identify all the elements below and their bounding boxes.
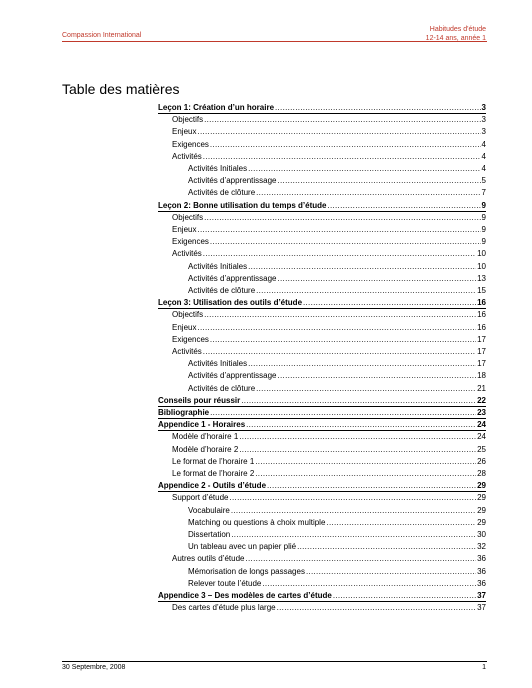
- toc-entry-label: Appendice 1 - Horaires: [158, 420, 246, 430]
- toc-entry[interactable]: [188, 261, 486, 272]
- toc-entry[interactable]: [188, 285, 486, 296]
- toc-entry-page: 21: [477, 383, 486, 393]
- header-org: Compassion International: [62, 32, 142, 39]
- toc-entry[interactable]: [172, 114, 486, 125]
- toc-dot-leader: [197, 127, 480, 137]
- toc-entry-label: Leçon 1: Création d’un horaire: [158, 103, 275, 112]
- toc-entry[interactable]: [188, 370, 486, 381]
- toc-entry-page: 37: [477, 591, 486, 600]
- toc-entry-page: 4: [481, 151, 486, 161]
- toc-entry[interactable]: [172, 492, 486, 503]
- toc-dot-leader: [197, 323, 476, 333]
- toc-entry[interactable]: [172, 334, 486, 345]
- toc-dot-leader: [197, 225, 480, 235]
- toc-dot-leader: [204, 115, 480, 125]
- toc-entry[interactable]: [188, 541, 486, 552]
- toc-entry[interactable]: [172, 602, 486, 613]
- toc-entry-label: Relever toute l’étude: [188, 578, 262, 588]
- toc-entry-label: Enjeux: [172, 322, 197, 332]
- toc-entry[interactable]: [188, 578, 486, 589]
- toc-entry[interactable]: [188, 529, 486, 540]
- toc-entry-label: Exigences: [172, 237, 209, 247]
- toc-entry-label: Activités Initiales: [188, 164, 248, 173]
- toc-dot-leader: [278, 371, 477, 381]
- toc-entry-label: Matching ou questions à choix multiple: [188, 517, 326, 527]
- toc-entry-label: Appendice 3 – Des modèles de cartes d’étude: [158, 591, 332, 600]
- toc-entry[interactable]: [188, 187, 486, 198]
- toc-dot-leader: [248, 262, 476, 272]
- toc-entry-label: Objectifs: [172, 115, 204, 125]
- toc-entry[interactable]: [158, 480, 486, 491]
- toc-entry-label: Mémorisation de longs passages: [188, 566, 305, 576]
- toc-dot-leader: [210, 335, 476, 345]
- toc-dot-leader: [204, 310, 476, 320]
- toc-entry-page: 28: [477, 469, 486, 478]
- toc-entry-page: 10: [477, 261, 486, 271]
- toc-entry-label: Activités: [172, 151, 202, 161]
- toc-entry-label: Dissertation: [188, 530, 231, 539]
- toc-entry-label: Un tableau avec un papier plié: [188, 542, 297, 552]
- toc-entry[interactable]: [188, 566, 486, 577]
- toc-entry[interactable]: [188, 175, 486, 186]
- toc-dot-leader: [210, 408, 476, 418]
- header-title-line2: 12-14 ans, année 1: [425, 35, 486, 42]
- toc-dot-leader: [256, 188, 480, 198]
- toc-entry[interactable]: [188, 517, 486, 528]
- toc-dot-leader: [231, 506, 476, 516]
- toc-entry[interactable]: [158, 419, 486, 430]
- toc-entry-label: Conseils pour réussir: [158, 395, 241, 405]
- toc-entry-label: Vocabulaire: [188, 505, 230, 515]
- toc-entry[interactable]: [172, 444, 486, 455]
- toc-entry[interactable]: [172, 322, 486, 333]
- toc-entry-page: 4: [481, 164, 486, 173]
- toc-entry[interactable]: [188, 358, 486, 369]
- toc-entry-label: Activités d’apprentissage: [188, 176, 277, 186]
- toc-entry-page: 9: [481, 200, 486, 210]
- toc-dot-leader: [231, 530, 476, 540]
- toc-dot-leader: [277, 603, 476, 613]
- toc-entry-page: 26: [477, 456, 486, 466]
- toc-entry[interactable]: [172, 248, 486, 259]
- toc-dot-leader: [297, 542, 476, 552]
- toc-entry[interactable]: [158, 297, 486, 308]
- toc-entry-page: 24: [477, 432, 486, 442]
- toc-entry-label: Support d’étude: [172, 493, 229, 503]
- toc-dot-leader: [230, 493, 477, 503]
- toc-entry-label: Enjeux: [172, 127, 197, 137]
- toc-entry-label: Exigences: [172, 139, 209, 149]
- toc-entry-label: Activités de clôture: [188, 383, 256, 393]
- toc-entry-page: 36: [477, 554, 486, 564]
- toc-entry[interactable]: [172, 212, 486, 223]
- header-rule: [62, 41, 487, 42]
- toc-entry[interactable]: [172, 224, 486, 235]
- toc-entry[interactable]: [158, 102, 486, 113]
- toc-entry-page: 7: [481, 188, 486, 198]
- toc-entry-page: 9: [481, 225, 486, 234]
- toc-entry-page: 16: [477, 310, 486, 320]
- footer-date: 30 Septembre, 2008: [62, 664, 126, 671]
- toc-dot-leader: [306, 567, 476, 577]
- toc-entry-page: 4: [481, 139, 486, 149]
- toc-entry[interactable]: [158, 407, 486, 418]
- toc-entry[interactable]: [158, 200, 486, 211]
- toc-dot-leader: [248, 164, 480, 174]
- toc-entry[interactable]: [188, 163, 486, 174]
- toc-entry[interactable]: [188, 273, 486, 284]
- toc-entry-page: 37: [477, 603, 486, 613]
- toc-dot-leader: [241, 396, 476, 406]
- toc-entry[interactable]: [172, 468, 486, 479]
- toc-dot-leader: [239, 432, 476, 442]
- toc-entry-page: 29: [477, 505, 486, 515]
- toc-entry-label: Activités: [172, 347, 202, 356]
- toc-dot-leader: [246, 420, 476, 430]
- toc-entry-label: Enjeux: [172, 225, 197, 234]
- toc-dot-leader: [203, 347, 476, 357]
- toc-entry[interactable]: [172, 431, 486, 442]
- toc-dot-leader: [204, 213, 480, 223]
- toc-dot-leader: [255, 469, 476, 479]
- toc-entry[interactable]: [188, 505, 486, 516]
- toc-entry-label: Leçon 2: Bonne utilisation du temps d’étude: [158, 200, 327, 210]
- toc-entry-label: Bibliographie: [158, 408, 210, 417]
- toc-entry-page: 24: [477, 420, 486, 430]
- page-title: Table des matières: [62, 81, 180, 97]
- toc-entry-label: Leçon 3: Utilisation des outils d’étude: [158, 298, 303, 308]
- toc-entry-label: Activités de clôture: [188, 188, 256, 198]
- toc-entry-page: 36: [477, 566, 486, 576]
- header-title-line1: Habitudes d'étude: [429, 26, 486, 33]
- toc-entry-page: 5: [481, 176, 486, 186]
- toc-entry-page: 17: [477, 334, 486, 344]
- toc-dot-leader: [210, 140, 481, 150]
- toc-entry-page: 32: [477, 542, 486, 552]
- toc-entry-page: 25: [477, 444, 486, 454]
- toc-entry-page: 22: [477, 395, 486, 405]
- toc-entry[interactable]: [172, 236, 486, 247]
- toc-entry-label: Exigences: [172, 334, 209, 344]
- toc-entry[interactable]: [172, 346, 486, 357]
- toc-entry-label: Objectifs: [172, 212, 204, 222]
- toc-entry[interactable]: [172, 553, 486, 564]
- toc-entry-page: 9: [481, 237, 486, 247]
- toc-dot-leader: [262, 579, 476, 589]
- toc-entry-label: Activités: [172, 249, 202, 259]
- toc-entry-page: 3: [481, 115, 486, 125]
- toc-dot-leader: [327, 201, 480, 211]
- toc-entry-page: 29: [477, 481, 486, 491]
- toc-dot-leader: [203, 249, 476, 259]
- toc-dot-leader: [303, 298, 476, 308]
- toc-dot-leader: [248, 359, 476, 369]
- toc-entry-page: 16: [477, 298, 486, 308]
- toc-dot-leader: [256, 286, 476, 296]
- toc-entry-page: 23: [477, 408, 486, 417]
- toc-entry-label: Modèle d’horaire 2: [172, 444, 239, 454]
- toc-entry[interactable]: [172, 126, 486, 137]
- toc-entry-page: 17: [477, 359, 486, 369]
- toc-entry-label: Des cartes d’étude plus large: [172, 603, 276, 613]
- toc-entry-page: 18: [477, 371, 486, 381]
- toc-entry-page: 30: [477, 530, 486, 539]
- toc-dot-leader: [333, 591, 476, 601]
- toc-entry-label: Activités de clôture: [188, 286, 256, 295]
- toc-dot-leader: [278, 274, 477, 284]
- toc-entry-page: 10: [477, 249, 486, 259]
- toc-dot-leader: [239, 445, 476, 455]
- toc-dot-leader: [203, 152, 481, 162]
- toc-entry[interactable]: [158, 395, 486, 406]
- toc-entry[interactable]: [188, 383, 486, 394]
- toc-entry-page: 29: [477, 493, 486, 503]
- toc-entry[interactable]: [172, 309, 486, 320]
- toc-dot-leader: [256, 384, 476, 394]
- toc-dot-leader: [210, 237, 481, 247]
- toc-entry-label: Activités d’apprentissage: [188, 273, 277, 283]
- toc-entry[interactable]: [172, 139, 486, 150]
- toc-dot-leader: [246, 554, 477, 564]
- toc-entry-page: 9: [481, 212, 486, 222]
- toc-entry-page: 36: [477, 578, 486, 588]
- toc-entry-label: Objectifs: [172, 310, 204, 320]
- toc-entry-label: Le format de l’horaire 2: [172, 469, 255, 478]
- toc-entry[interactable]: [172, 151, 486, 162]
- footer-page-number: 1: [482, 664, 486, 671]
- toc-entry-label: Modèle d’horaire 1: [172, 432, 239, 442]
- toc-entry-page: 3: [481, 127, 486, 137]
- toc-entry-page: 29: [477, 517, 486, 527]
- toc-dot-leader: [255, 457, 476, 467]
- toc-dot-leader: [278, 176, 481, 186]
- toc-entry[interactable]: [158, 590, 486, 601]
- toc-entry-page: 16: [477, 322, 486, 332]
- toc-entry-label: Appendice 2 - Outils d’étude: [158, 481, 267, 491]
- toc-entry[interactable]: [172, 456, 486, 467]
- toc-entry-label: Activités Initiales: [188, 359, 248, 369]
- toc-dot-leader: [326, 518, 476, 528]
- toc-entry-page: 15: [477, 286, 486, 295]
- toc-entry-label: Le format de l’horaire 1: [172, 456, 255, 466]
- toc-entry-page: 13: [477, 273, 486, 283]
- toc-dot-leader: [267, 481, 476, 491]
- toc-entry-label: Activités d’apprentissage: [188, 371, 277, 381]
- footer-rule: [62, 661, 487, 662]
- toc-entry-page: 17: [477, 347, 486, 356]
- toc-entry-label: Activités Initiales: [188, 261, 248, 271]
- toc-dot-leader: [275, 103, 481, 113]
- toc-entry-label: Autres outils d’étude: [172, 554, 245, 564]
- toc-entry-page: 3: [481, 103, 486, 112]
